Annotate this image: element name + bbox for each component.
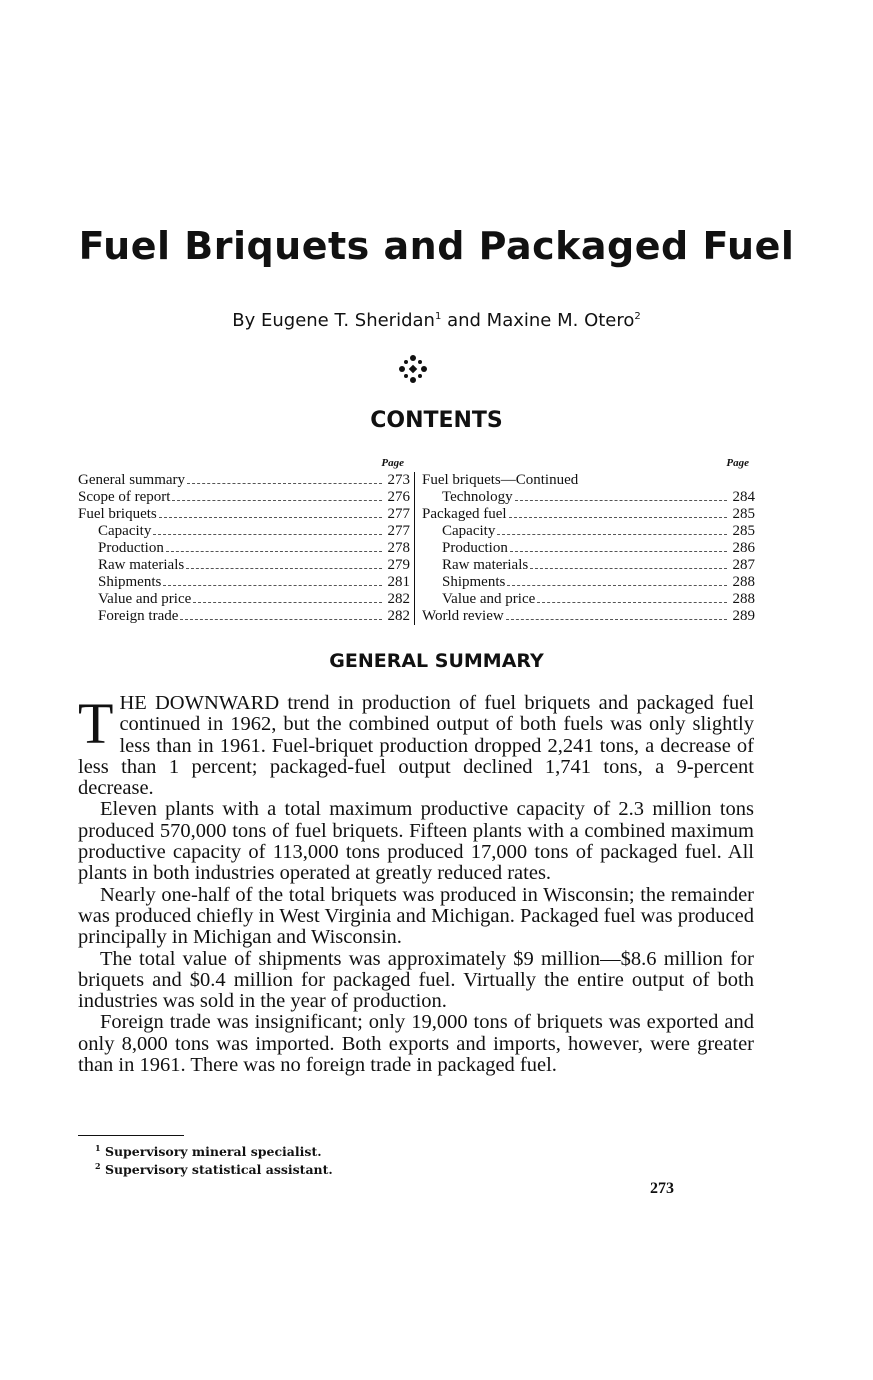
byline-conjunction: and	[447, 310, 481, 331]
section-heading: GENERAL SUMMARY	[329, 650, 544, 672]
toc-entry-page: 276	[387, 489, 410, 505]
toc-leader-dots	[180, 619, 382, 620]
toc-entry	[422, 540, 755, 557]
toc-entry-page: 287	[732, 557, 755, 573]
toc-entry-page: 282	[387, 608, 410, 624]
toc-entry	[422, 523, 755, 540]
toc-leader-dots	[506, 619, 727, 620]
toc-entry-page: 285	[732, 523, 755, 539]
page-number: 273	[650, 1180, 674, 1197]
document-title: Fuel Briquets and Packaged Fuel	[78, 224, 795, 268]
toc-entry	[78, 506, 410, 523]
toc-entry-page: 278	[387, 540, 410, 556]
toc-entry	[78, 608, 410, 625]
ornament-icon	[398, 354, 428, 384]
toc-entry	[78, 540, 410, 557]
toc-leader-dots	[530, 568, 727, 569]
toc-entry-page: 289	[732, 608, 755, 624]
paragraph-5: Foreign trade was insignificant; only 19,000 tons of briquets was exported and only 8,000 tons was imported. Both exports and imports, however, were greater than in 1961. There was no foreign trade in packaged fuel.	[78, 1011, 754, 1077]
author-1-footnote-mark: 1	[434, 311, 442, 322]
toc-left-column	[78, 455, 410, 625]
toc-entry-page: 277	[387, 506, 410, 522]
paragraph-4: The total value of shipments was approximately $9 million—$8.6 million for briquets and $0.4 million for packaged fuel. Virtually the entire output of both industries was sold in the year of production.	[78, 947, 754, 1013]
toc-page-label: Page	[381, 457, 404, 469]
toc-leader-dots	[510, 551, 727, 552]
toc-entry-label: Fuel briquets	[78, 506, 157, 522]
toc-entry-page: 277	[387, 523, 410, 539]
toc-entry-label: Fuel briquets—Continued	[422, 472, 579, 488]
toc-leader-dots	[166, 551, 382, 552]
footnotes	[95, 1141, 333, 1177]
toc-entry	[422, 574, 755, 591]
toc-entry	[78, 574, 410, 591]
author-1: Eugene T. Sheridan	[260, 310, 435, 331]
paragraph-2: Eleven plants with a total maximum productive capacity of 2.3 million tons produced 570,000 tons of fuel briquets. Fifteen plants with a combined maximum productive capacity of 113,000 tons produced 17,000 tons of packaged fuel. All plants in both industries operated at greatly reduced rates.	[78, 798, 754, 885]
toc-entry-page: 286	[732, 540, 755, 556]
paragraph-3: Nearly one-half of the total briquets was produced in Wisconsin; the remainder was produced chiefly in West Virginia and Michigan. Packaged fuel was produced principally in Michigan and Wisconsin.	[78, 883, 754, 949]
footnote-mark: 2	[95, 1161, 101, 1172]
toc-entry	[422, 506, 755, 523]
toc-leader-dots	[153, 534, 382, 535]
toc-entry-page: 273	[387, 472, 410, 488]
toc-leader-dots	[163, 585, 382, 586]
toc-entry-label: Scope of report	[78, 489, 171, 505]
toc-entry	[78, 523, 410, 540]
toc-leader-dots	[497, 534, 727, 535]
paragraph-1-text: HE DOWNWARD trend in production of fuel briquets and packaged fuel continued in 1962, but the combined output of both fuels was only slightly less than in 1961. Fuel-briquet production dropped 2,241 tons, a decrease of less than 1 percent; packaged-fuel output declined 1,741 tons, a 9-percent decrease.	[78, 692, 754, 800]
toc-leader-dots	[537, 602, 727, 603]
toc-entry	[422, 489, 755, 506]
toc-entry-label: Technology	[442, 489, 513, 505]
toc-leader-dots	[187, 483, 382, 484]
footnote-mark: 1	[95, 1143, 101, 1153]
author-2: Maxine M. Otero	[486, 310, 635, 331]
footnote-text: Supervisory mineral specialist.	[104, 1144, 322, 1160]
footnote	[95, 1159, 333, 1177]
toc-leader-dots	[507, 585, 727, 586]
footnote-rule	[78, 1135, 184, 1136]
toc-entry-label: Production	[98, 540, 164, 556]
toc-entry	[78, 472, 410, 489]
toc-entry-page: 281	[387, 574, 410, 590]
toc-entry-label: Value and price	[442, 591, 536, 607]
toc-leader-dots	[186, 568, 382, 569]
toc-entry-label: Shipments	[98, 574, 162, 590]
toc-entry-label: Shipments	[442, 574, 506, 590]
toc-entry-label: Foreign trade	[98, 608, 179, 624]
footnote-text: Supervisory statistical assistant.	[104, 1162, 333, 1178]
toc-entry-label: Raw materials	[442, 557, 529, 573]
toc-entry-label: World review	[422, 608, 504, 624]
toc-entry-label: General summary	[78, 472, 186, 488]
drop-cap: T	[78, 691, 114, 756]
toc-entry	[78, 489, 410, 506]
toc-entry-page: 288	[732, 574, 755, 590]
body-text	[78, 693, 754, 1076]
toc-entry	[422, 557, 755, 574]
toc-leader-dots	[193, 602, 382, 603]
toc-entry-page: 284	[732, 489, 755, 505]
byline	[0, 310, 873, 331]
toc-leader-dots	[159, 517, 382, 518]
toc-page-label-right: Page	[726, 457, 749, 469]
toc-entry-label: Packaged fuel	[422, 506, 507, 522]
toc-leader-dots	[172, 500, 382, 501]
toc-entry-label: Value and price	[98, 591, 192, 607]
toc-entry	[422, 472, 755, 489]
toc-entry-label: Production	[442, 540, 508, 556]
toc-entry-label: Capacity	[98, 523, 152, 539]
contents-heading: CONTENTS	[370, 408, 503, 433]
toc-entry-page: 288	[732, 591, 755, 607]
toc-entry-page: 282	[387, 591, 410, 607]
byline-prefix: By	[232, 310, 256, 331]
author-2-footnote-mark: 2	[634, 311, 641, 322]
toc-entry	[422, 591, 755, 608]
toc-divider	[414, 472, 415, 625]
toc-entry	[78, 591, 410, 608]
toc-entry	[422, 608, 755, 625]
toc-entry-label: Raw materials	[98, 557, 185, 573]
toc-entry	[78, 557, 410, 574]
toc-entry-page: 279	[387, 557, 410, 573]
toc-entry-page: 285	[732, 506, 755, 522]
footnote	[95, 1141, 333, 1159]
toc-right-column	[422, 455, 755, 625]
paragraph-1	[78, 693, 754, 799]
toc-leader-dots	[509, 517, 727, 518]
toc-entry-label: Capacity	[442, 523, 496, 539]
toc-leader-dots	[515, 500, 727, 501]
